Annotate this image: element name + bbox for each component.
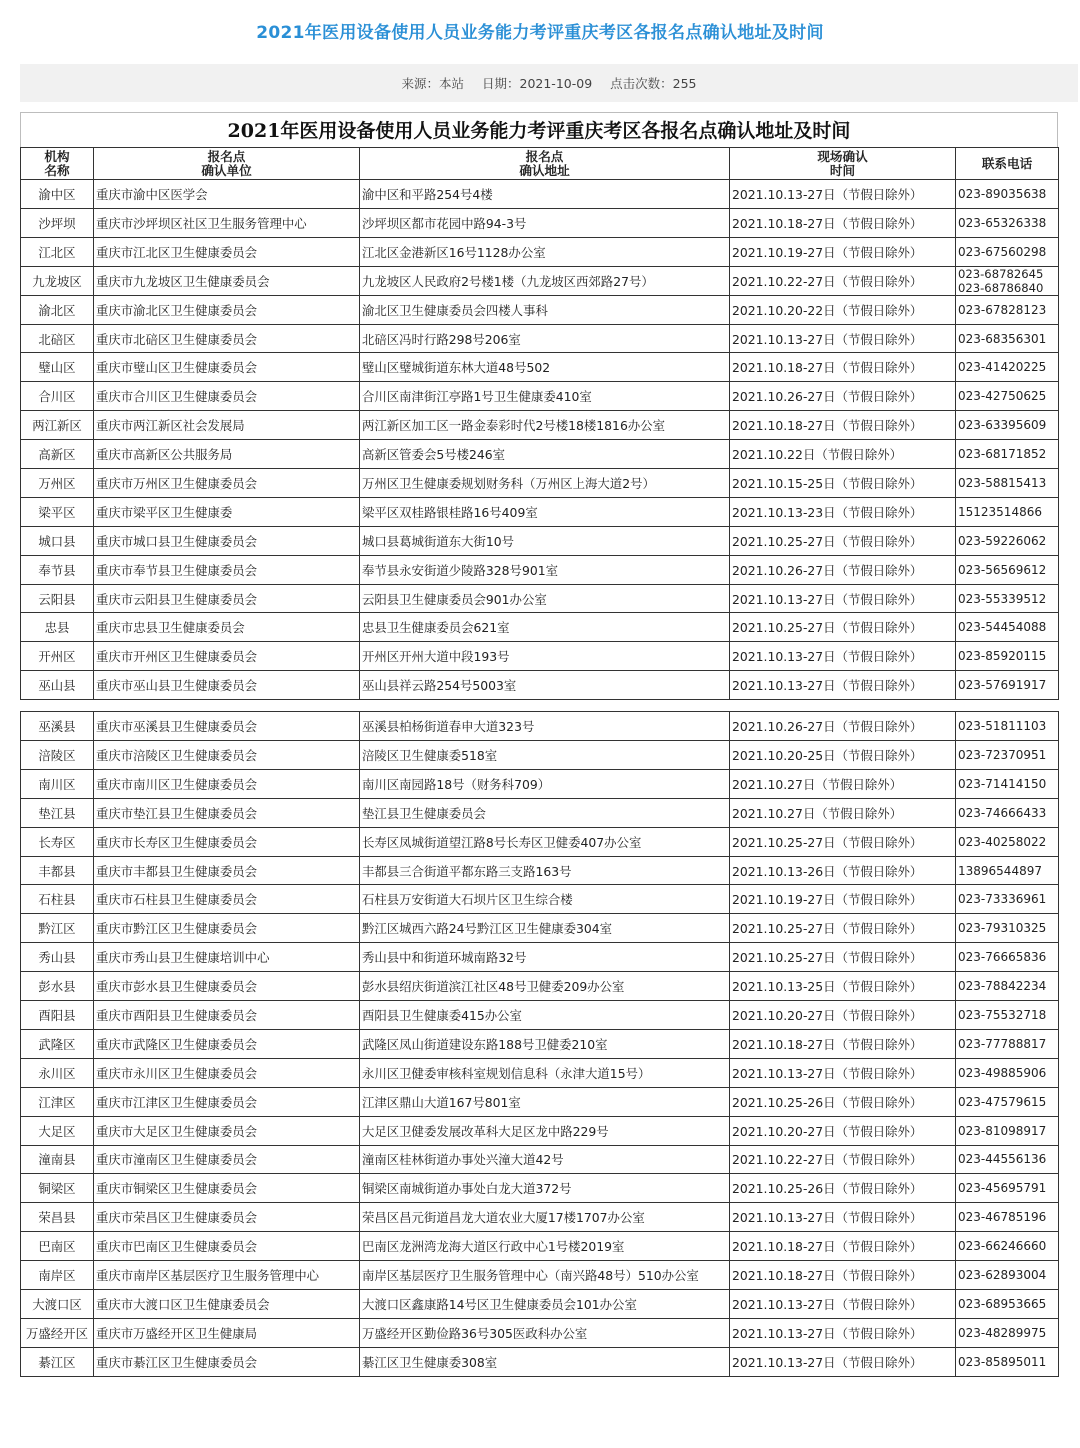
registration-table-continued xyxy=(20,711,1059,1376)
cell-unit: 重庆市綦江区卫生健康委员会 xyxy=(94,1347,360,1376)
cell-phone: 023-89035638 xyxy=(956,180,1059,209)
cell-phone xyxy=(956,266,1059,295)
cell-phone: 13896544897 xyxy=(956,856,1059,885)
registration-table xyxy=(20,147,1059,700)
cell-time: 2021.10.25-27日（节假日除外） xyxy=(730,827,956,856)
cell-unit: 重庆市江津区卫生健康委员会 xyxy=(94,1087,360,1116)
cell-time: 2021.10.18-27日（节假日除外） xyxy=(730,1029,956,1058)
table-row xyxy=(21,1289,1059,1318)
cell-phone: 023-85920115 xyxy=(956,642,1059,671)
cell-phone: 023-45695791 xyxy=(956,1174,1059,1203)
cell-phone: 023-59226062 xyxy=(956,526,1059,555)
cell-addr: 云阳县卫生健康委员会901办公室 xyxy=(360,584,730,613)
phone-line: 023-68782645 xyxy=(958,266,1044,281)
cell-unit: 重庆市永川区卫生健康委员会 xyxy=(94,1058,360,1087)
cell-addr: 渝中区和平路254号4楼 xyxy=(360,180,730,209)
cell-inst: 渝北区 xyxy=(21,295,94,324)
header-addr: 报名点 确认地址 xyxy=(360,148,730,180)
table-row xyxy=(21,382,1059,411)
cell-unit: 重庆市梁平区卫生健康委 xyxy=(94,497,360,526)
cell-unit: 重庆市渝北区卫生健康委员会 xyxy=(94,295,360,324)
cell-inst: 云阳县 xyxy=(21,584,94,613)
cell-addr: 大渡口区鑫康路14号区卫生健康委员会101办公室 xyxy=(360,1289,730,1318)
cell-inst: 长寿区 xyxy=(21,827,94,856)
document-image xyxy=(20,112,1058,1377)
table-row xyxy=(21,324,1059,353)
cell-unit: 重庆市江北区卫生健康委员会 xyxy=(94,237,360,266)
cell-phone: 15123514866 xyxy=(956,497,1059,526)
cell-unit: 重庆市巫山县卫生健康委员会 xyxy=(94,671,360,700)
cell-time: 2021.10.13-27日（节假日除外） xyxy=(730,1203,956,1232)
cell-unit: 重庆市大足区卫生健康委员会 xyxy=(94,1116,360,1145)
cell-addr: 长寿区凤城街道望江路8号长寿区卫健委407办公室 xyxy=(360,827,730,856)
table-row xyxy=(21,1261,1059,1290)
meta-date: 日期：2021-10-09 xyxy=(482,76,593,91)
table-row xyxy=(21,856,1059,885)
cell-addr: 合川区南津街江亭路1号卫生健康委410室 xyxy=(360,382,730,411)
cell-unit: 重庆市彭水县卫生健康委员会 xyxy=(94,972,360,1001)
cell-addr: 璧山区璧城街道东林大道48号502 xyxy=(360,353,730,382)
cell-addr: 两江新区加工区一路金泰彩时代2号楼18楼1816办公室 xyxy=(360,411,730,440)
cell-addr: 梁平区双桂路银桂路16号409室 xyxy=(360,497,730,526)
cell-unit: 重庆市秀山县卫生健康培训中心 xyxy=(94,943,360,972)
table-row xyxy=(21,266,1059,295)
cell-phone: 023-68356301 xyxy=(956,324,1059,353)
cell-phone: 023-41420225 xyxy=(956,353,1059,382)
table-row xyxy=(21,613,1059,642)
cell-phone: 023-68171852 xyxy=(956,440,1059,469)
cell-inst: 大足区 xyxy=(21,1116,94,1145)
cell-unit: 重庆市北碚区卫生健康委员会 xyxy=(94,324,360,353)
cell-time: 2021.10.13-27日（节假日除外） xyxy=(730,1289,956,1318)
cell-unit: 重庆市铜梁区卫生健康委员会 xyxy=(94,1174,360,1203)
cell-unit: 重庆市长寿区卫生健康委员会 xyxy=(94,827,360,856)
table-row xyxy=(21,526,1059,555)
cell-unit: 重庆市荣昌区卫生健康委员会 xyxy=(94,1203,360,1232)
cell-unit: 重庆市开州区卫生健康委员会 xyxy=(94,642,360,671)
cell-inst: 巫溪县 xyxy=(21,712,94,741)
cell-inst: 綦江区 xyxy=(21,1347,94,1376)
cell-addr: 永川区卫健委审核科室规划信息科（永津大道15号） xyxy=(360,1058,730,1087)
cell-unit: 重庆市南岸区基层医疗卫生服务管理中心 xyxy=(94,1261,360,1290)
cell-inst: 南川区 xyxy=(21,769,94,798)
cell-time: 2021.10.25-27日（节假日除外） xyxy=(730,526,956,555)
cell-inst: 万州区 xyxy=(21,469,94,498)
table-row xyxy=(21,469,1059,498)
table-row xyxy=(21,180,1059,209)
cell-phone: 023-79310325 xyxy=(956,914,1059,943)
cell-unit: 重庆市合川区卫生健康委员会 xyxy=(94,382,360,411)
cell-phone: 023-67560298 xyxy=(956,237,1059,266)
cell-phone: 023-71414150 xyxy=(956,769,1059,798)
cell-phone: 023-72370951 xyxy=(956,741,1059,770)
cell-addr: 九龙坡区人民政府2号楼1楼（九龙坡区西郊路27号） xyxy=(360,266,730,295)
cell-time: 2021.10.26-27日（节假日除外） xyxy=(730,382,956,411)
cell-inst: 荣昌县 xyxy=(21,1203,94,1232)
cell-addr: 巫溪县柏杨街道春申大道323号 xyxy=(360,712,730,741)
cell-time: 2021.10.22-27日（节假日除外） xyxy=(730,1145,956,1174)
cell-addr: 南川区南园路18号（财务科709） xyxy=(360,769,730,798)
cell-addr: 城口县葛城街道东大街10号 xyxy=(360,526,730,555)
cell-time: 2021.10.20-25日（节假日除外） xyxy=(730,741,956,770)
cell-phone: 023-44556136 xyxy=(956,1145,1059,1174)
cell-phone: 023-47579615 xyxy=(956,1087,1059,1116)
cell-inst: 石柱县 xyxy=(21,885,94,914)
table-row xyxy=(21,1203,1059,1232)
cell-addr: 丰都县三合街道平都东路三支路163号 xyxy=(360,856,730,885)
cell-time: 2021.10.19-27日（节假日除外） xyxy=(730,237,956,266)
cell-time: 2021.10.13-27日（节假日除外） xyxy=(730,324,956,353)
cell-addr: 涪陵区卫生健康委518室 xyxy=(360,741,730,770)
cell-addr: 酉阳县卫生健康委415办公室 xyxy=(360,1001,730,1030)
cell-time: 2021.10.18-27日（节假日除外） xyxy=(730,1261,956,1290)
cell-unit: 重庆市垫江县卫生健康委员会 xyxy=(94,798,360,827)
cell-inst: 江津区 xyxy=(21,1087,94,1116)
cell-inst: 武隆区 xyxy=(21,1029,94,1058)
cell-unit: 重庆市高新区公共服务局 xyxy=(94,440,360,469)
cell-time: 2021.10.18-27日（节假日除外） xyxy=(730,411,956,440)
cell-unit: 重庆市云阳县卫生健康委员会 xyxy=(94,584,360,613)
cell-time: 2021.10.22-27日（节假日除外） xyxy=(730,266,956,295)
phone-line: 023-68786840 xyxy=(958,280,1044,295)
table-row xyxy=(21,1058,1059,1087)
cell-time: 2021.10.13-27日（节假日除外） xyxy=(730,584,956,613)
table-row xyxy=(21,1232,1059,1261)
cell-phone: 023-56569612 xyxy=(956,555,1059,584)
cell-inst: 永川区 xyxy=(21,1058,94,1087)
table-row xyxy=(21,798,1059,827)
cell-inst: 城口县 xyxy=(21,526,94,555)
cell-phone: 023-58815413 xyxy=(956,469,1059,498)
cell-inst: 两江新区 xyxy=(21,411,94,440)
table-row xyxy=(21,1116,1059,1145)
cell-unit: 重庆市潼南区卫生健康委员会 xyxy=(94,1145,360,1174)
table-row xyxy=(21,237,1059,266)
cell-addr: 綦江区卫生健康委308室 xyxy=(360,1347,730,1376)
cell-phone: 023-48289975 xyxy=(956,1318,1059,1347)
cell-phone: 023-46785196 xyxy=(956,1203,1059,1232)
cell-time: 2021.10.13-27日（节假日除外） xyxy=(730,1318,956,1347)
cell-addr: 南岸区基层医疗卫生服务管理中心（南兴路48号）510办公室 xyxy=(360,1261,730,1290)
cell-time: 2021.10.13-27日（节假日除外） xyxy=(730,642,956,671)
cell-time: 2021.10.13-27日（节假日除外） xyxy=(730,180,956,209)
cell-time: 2021.10.25-27日（节假日除外） xyxy=(730,914,956,943)
cell-phone: 023-67828123 xyxy=(956,295,1059,324)
cell-time: 2021.10.13-27日（节假日除外） xyxy=(730,1347,956,1376)
cell-addr: 北碚区冯时行路298号206室 xyxy=(360,324,730,353)
table-row xyxy=(21,642,1059,671)
cell-unit: 重庆市沙坪坝区社区卫生服务管理中心 xyxy=(94,208,360,237)
cell-addr: 巫山县祥云路254号5003室 xyxy=(360,671,730,700)
cell-addr: 秀山县中和街道环城南路32号 xyxy=(360,943,730,972)
cell-time: 2021.10.25-27日（节假日除外） xyxy=(730,613,956,642)
cell-unit: 重庆市奉节县卫生健康委员会 xyxy=(94,555,360,584)
cell-phone: 023-68953665 xyxy=(956,1289,1059,1318)
cell-phone: 023-49885906 xyxy=(956,1058,1059,1087)
cell-time: 2021.10.26-27日（节假日除外） xyxy=(730,555,956,584)
table-row xyxy=(21,827,1059,856)
cell-inst: 酉阳县 xyxy=(21,1001,94,1030)
cell-phone: 023-66246660 xyxy=(956,1232,1059,1261)
cell-inst: 梁平区 xyxy=(21,497,94,526)
table-row xyxy=(21,1174,1059,1203)
cell-addr: 开州区开州大道中段193号 xyxy=(360,642,730,671)
cell-unit: 重庆市九龙坡区卫生健康委员会 xyxy=(94,266,360,295)
meta-views: 点击次数：255 xyxy=(610,76,697,91)
cell-inst: 丰都县 xyxy=(21,856,94,885)
cell-time: 2021.10.13-27日（节假日除外） xyxy=(730,671,956,700)
table-row xyxy=(21,769,1059,798)
header-inst: 机构 名称 xyxy=(21,148,94,180)
cell-time: 2021.10.26-27日（节假日除外） xyxy=(730,712,956,741)
article-meta xyxy=(20,64,1078,102)
table-row xyxy=(21,1347,1059,1376)
table-row xyxy=(21,1087,1059,1116)
table-row xyxy=(21,1001,1059,1030)
table-row xyxy=(21,943,1059,972)
cell-time: 2021.10.13-25日（节假日除外） xyxy=(730,972,956,1001)
table-row xyxy=(21,972,1059,1001)
cell-inst: 南岸区 xyxy=(21,1261,94,1290)
cell-inst: 忠县 xyxy=(21,613,94,642)
cell-time: 2021.10.13-26日（节假日除外） xyxy=(730,856,956,885)
cell-inst: 彭水县 xyxy=(21,972,94,1001)
cell-unit: 重庆市两江新区社会发展局 xyxy=(94,411,360,440)
cell-time: 2021.10.18-27日（节假日除外） xyxy=(730,1232,956,1261)
cell-unit: 重庆市石柱县卫生健康委员会 xyxy=(94,885,360,914)
cell-addr: 石柱县万安街道大石坝片区卫生综合楼 xyxy=(360,885,730,914)
cell-phone: 023-73336961 xyxy=(956,885,1059,914)
table-header-row xyxy=(21,148,1059,180)
table-row xyxy=(21,208,1059,237)
cell-inst: 铜梁区 xyxy=(21,1174,94,1203)
cell-phone: 023-40258022 xyxy=(956,827,1059,856)
table-row xyxy=(21,555,1059,584)
header-time: 现场确认 时间 xyxy=(730,148,956,180)
cell-time: 2021.10.13-23日（节假日除外） xyxy=(730,497,956,526)
cell-time: 2021.10.25-27日（节假日除外） xyxy=(730,943,956,972)
cell-inst: 北碚区 xyxy=(21,324,94,353)
cell-phone: 023-78842234 xyxy=(956,972,1059,1001)
cell-addr: 黔江区城西六路24号黔江区卫生健康委304室 xyxy=(360,914,730,943)
table-row xyxy=(21,671,1059,700)
cell-phone: 023-57691917 xyxy=(956,671,1059,700)
cell-addr: 万盛经开区勤俭路36号305医政科办公室 xyxy=(360,1318,730,1347)
cell-inst: 垫江县 xyxy=(21,798,94,827)
cell-addr: 江北区金港新区16号1128办公室 xyxy=(360,237,730,266)
cell-unit: 重庆市酉阳县卫生健康委员会 xyxy=(94,1001,360,1030)
cell-inst: 奉节县 xyxy=(21,555,94,584)
cell-addr: 巴南区龙洲湾龙海大道区行政中心1号楼2019室 xyxy=(360,1232,730,1261)
cell-time: 2021.10.20-27日（节假日除外） xyxy=(730,1001,956,1030)
table-row xyxy=(21,1318,1059,1347)
cell-phone: 023-63395609 xyxy=(956,411,1059,440)
doc-title: 2021年医用设备使用人员业务能力考评重庆考区各报名点确认地址及时间 xyxy=(20,112,1058,147)
table-row xyxy=(21,712,1059,741)
cell-unit: 重庆市涪陵区卫生健康委员会 xyxy=(94,741,360,770)
cell-inst: 秀山县 xyxy=(21,943,94,972)
table-body-bottom xyxy=(21,712,1059,1376)
table-row xyxy=(21,353,1059,382)
cell-inst: 开州区 xyxy=(21,642,94,671)
cell-inst: 巴南区 xyxy=(21,1232,94,1261)
cell-time: 2021.10.27日（节假日除外） xyxy=(730,769,956,798)
cell-time: 2021.10.25-26日（节假日除外） xyxy=(730,1087,956,1116)
cell-phone: 023-77788817 xyxy=(956,1029,1059,1058)
cell-inst: 渝中区 xyxy=(21,180,94,209)
table-row xyxy=(21,497,1059,526)
cell-inst: 沙坪坝 xyxy=(21,208,94,237)
cell-time: 2021.10.25-26日（节假日除外） xyxy=(730,1174,956,1203)
cell-phone: 023-62893004 xyxy=(956,1261,1059,1290)
meta-source: 来源：本站 xyxy=(401,76,464,91)
cell-phone: 023-81098917 xyxy=(956,1116,1059,1145)
cell-phone: 023-42750625 xyxy=(956,382,1059,411)
cell-time: 2021.10.22日（节假日除外） xyxy=(730,440,956,469)
cell-unit: 重庆市璧山区卫生健康委员会 xyxy=(94,353,360,382)
cell-addr: 荣昌区昌元街道昌龙大道农业大厦17楼1707办公室 xyxy=(360,1203,730,1232)
cell-time: 2021.10.18-27日（节假日除外） xyxy=(730,208,956,237)
cell-time: 2021.10.18-27日（节假日除外） xyxy=(730,353,956,382)
cell-time: 2021.10.19-27日（节假日除外） xyxy=(730,885,956,914)
table-row xyxy=(21,914,1059,943)
cell-addr: 铜梁区南城街道办事处白龙大道372号 xyxy=(360,1174,730,1203)
cell-addr: 高新区管委会5号楼246室 xyxy=(360,440,730,469)
cell-inst: 万盛经开区 xyxy=(21,1318,94,1347)
cell-phone: 023-74666433 xyxy=(956,798,1059,827)
cell-unit: 重庆市万盛经开区卫生健康局 xyxy=(94,1318,360,1347)
cell-time: 2021.10.20-22日（节假日除外） xyxy=(730,295,956,324)
cell-addr: 武隆区凤山街道建设东路188号卫健委210室 xyxy=(360,1029,730,1058)
cell-addr: 彭水县绍庆街道滨江社区48号卫健委209办公室 xyxy=(360,972,730,1001)
table-row xyxy=(21,295,1059,324)
cell-inst: 九龙坡区 xyxy=(21,266,94,295)
cell-phone: 023-76665836 xyxy=(956,943,1059,972)
cell-unit: 重庆市忠县卫生健康委员会 xyxy=(94,613,360,642)
header-phone: 联系电话 xyxy=(956,148,1059,180)
cell-phone: 023-51811103 xyxy=(956,712,1059,741)
cell-addr: 万州区卫生健康委规划财务科（万州区上海大道2号） xyxy=(360,469,730,498)
cell-unit: 重庆市黔江区卫生健康委员会 xyxy=(94,914,360,943)
cell-phone: 023-54454088 xyxy=(956,613,1059,642)
cell-phone: 023-75532718 xyxy=(956,1001,1059,1030)
cell-inst: 涪陵区 xyxy=(21,741,94,770)
cell-phone: 023-55339512 xyxy=(956,584,1059,613)
cell-inst: 合川区 xyxy=(21,382,94,411)
cell-unit: 重庆市巫溪县卫生健康委员会 xyxy=(94,712,360,741)
cell-unit: 重庆市万州区卫生健康委员会 xyxy=(94,469,360,498)
cell-addr: 奉节县永安街道少陵路328号901室 xyxy=(360,555,730,584)
cell-time: 2021.10.13-27日（节假日除外） xyxy=(730,1058,956,1087)
cell-inst: 巫山县 xyxy=(21,671,94,700)
cell-addr: 潼南区桂林街道办事处兴潼大道42号 xyxy=(360,1145,730,1174)
cell-unit: 重庆市城口县卫生健康委员会 xyxy=(94,526,360,555)
table-row xyxy=(21,1029,1059,1058)
cell-phone: 023-85895011 xyxy=(956,1347,1059,1376)
cell-time: 2021.10.20-27日（节假日除外） xyxy=(730,1116,956,1145)
cell-inst: 大渡口区 xyxy=(21,1289,94,1318)
cell-addr: 江津区鼎山大道167号801室 xyxy=(360,1087,730,1116)
cell-unit: 重庆市武隆区卫生健康委员会 xyxy=(94,1029,360,1058)
cell-unit: 重庆市南川区卫生健康委员会 xyxy=(94,769,360,798)
table-row xyxy=(21,1145,1059,1174)
cell-time: 2021.10.27日（节假日除外） xyxy=(730,798,956,827)
cell-inst: 江北区 xyxy=(21,237,94,266)
table-row xyxy=(21,584,1059,613)
table-body-top xyxy=(21,180,1059,700)
cell-inst: 潼南县 xyxy=(21,1145,94,1174)
table-row xyxy=(21,885,1059,914)
cell-inst: 高新区 xyxy=(21,440,94,469)
cell-unit: 重庆市渝中区医学会 xyxy=(94,180,360,209)
table-row xyxy=(21,741,1059,770)
table-row xyxy=(21,440,1059,469)
cell-unit: 重庆市丰都县卫生健康委员会 xyxy=(94,856,360,885)
cell-addr: 忠县卫生健康委员会621室 xyxy=(360,613,730,642)
cell-inst: 璧山区 xyxy=(21,353,94,382)
header-unit: 报名点 确认单位 xyxy=(94,148,360,180)
cell-unit: 重庆市大渡口区卫生健康委员会 xyxy=(94,1289,360,1318)
cell-addr: 渝北区卫生健康委员会四楼人事科 xyxy=(360,295,730,324)
page-title: 2021年医用设备使用人员业务能力考评重庆考区各报名点确认地址及时间 xyxy=(256,23,824,43)
cell-phone: 023-65326338 xyxy=(956,208,1059,237)
cell-time: 2021.10.15-25日（节假日除外） xyxy=(730,469,956,498)
table-row xyxy=(21,411,1059,440)
cell-addr: 沙坪坝区都市花园中路94-3号 xyxy=(360,208,730,237)
cell-unit: 重庆市巴南区卫生健康委员会 xyxy=(94,1232,360,1261)
cell-addr: 大足区卫健委发展改革科大足区龙中路229号 xyxy=(360,1116,730,1145)
cell-inst: 黔江区 xyxy=(21,914,94,943)
cell-addr: 垫江县卫生健康委员会 xyxy=(360,798,730,827)
